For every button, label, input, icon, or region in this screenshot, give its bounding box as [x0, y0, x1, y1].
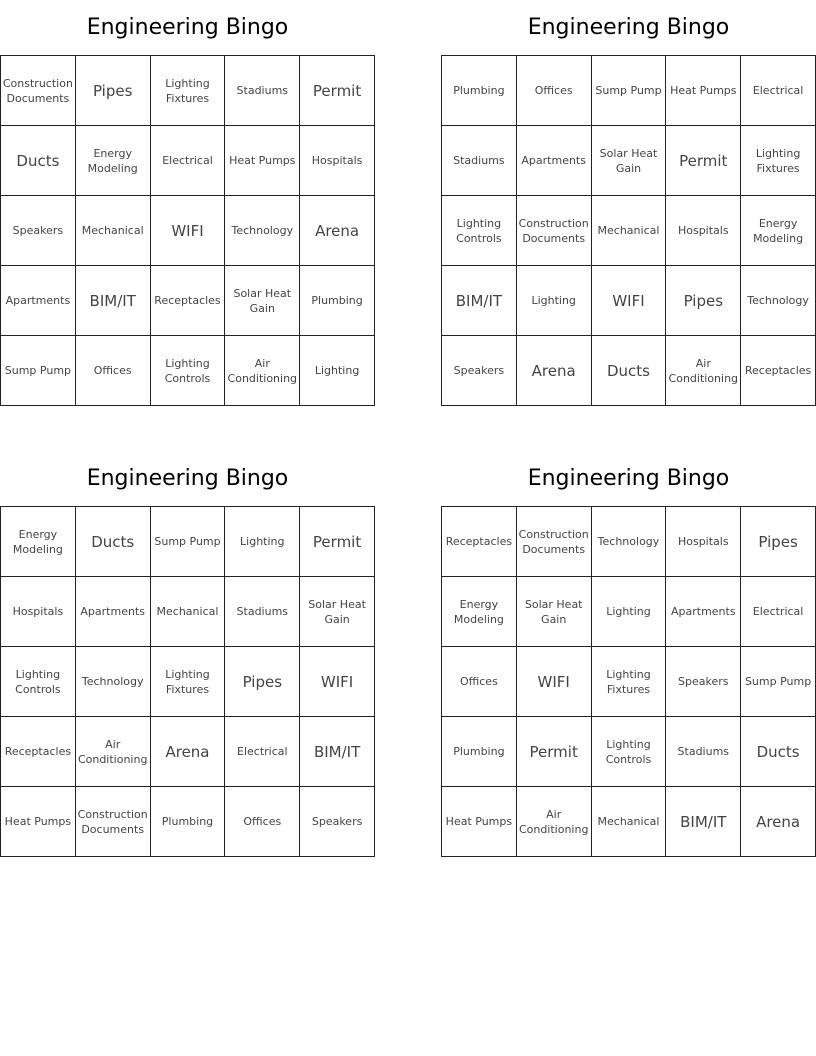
bingo-cell[interactable]: Solar Heat Gain — [300, 577, 375, 647]
bingo-cell[interactable]: Lighting Fixtures — [151, 647, 226, 717]
bingo-cell[interactable]: BIM/IT — [300, 717, 375, 787]
bingo-cell[interactable]: Technology — [225, 196, 300, 266]
bingo-cell[interactable]: Lighting Controls — [151, 336, 226, 406]
bingo-cell[interactable]: Electrical — [741, 56, 816, 126]
bingo-cell[interactable]: Electrical — [741, 577, 816, 647]
bingo-cell[interactable]: Energy Modeling — [741, 196, 816, 266]
bingo-cell[interactable]: Speakers — [442, 336, 517, 406]
bingo-cell[interactable]: Electrical — [151, 126, 226, 196]
bingo-cell[interactable]: Solar Heat Gain — [225, 266, 300, 336]
bingo-cell[interactable]: Lighting — [592, 577, 667, 647]
card-title: Engineering Bingo — [86, 15, 289, 40]
bingo-cell[interactable]: Mechanical — [592, 196, 667, 266]
bingo-cell[interactable]: Hospitals — [1, 577, 76, 647]
bingo-cell[interactable]: Permit — [300, 507, 375, 577]
bingo-cell[interactable]: BIM/IT — [76, 266, 151, 336]
bingo-cell[interactable]: Arena — [300, 196, 375, 266]
bingo-cell[interactable]: Sump Pump — [741, 647, 816, 717]
bingo-grid — [441, 55, 816, 406]
bingo-grid — [0, 55, 375, 406]
bingo-cell[interactable]: Air Conditioning — [517, 787, 592, 857]
bingo-cell[interactable]: WIFI — [592, 266, 667, 336]
bingo-cell[interactable]: Stadiums — [225, 56, 300, 126]
bingo-card-4 — [441, 451, 816, 857]
bingo-cell[interactable]: Pipes — [225, 647, 300, 717]
bingo-cell[interactable]: Hospitals — [300, 126, 375, 196]
bingo-cell[interactable]: Heat Pumps — [666, 56, 741, 126]
bingo-cell[interactable]: Ducts — [592, 336, 667, 406]
bingo-cell[interactable]: Lighting — [517, 266, 592, 336]
bingo-cell[interactable]: BIM/IT — [666, 787, 741, 857]
bingo-card-1 — [0, 0, 375, 406]
bingo-cell[interactable]: Lighting Fixtures — [592, 647, 667, 717]
bingo-cell[interactable]: Technology — [76, 647, 151, 717]
bingo-cell[interactable]: Offices — [225, 787, 300, 857]
bingo-cell[interactable]: Stadiums — [666, 717, 741, 787]
bingo-cell[interactable]: Mechanical — [76, 196, 151, 266]
bingo-cell[interactable]: Air Conditioning — [76, 717, 151, 787]
bingo-cell[interactable]: Construction Documents — [517, 507, 592, 577]
bingo-grid — [441, 506, 816, 857]
bingo-cell[interactable]: Sump Pump — [1, 336, 76, 406]
bingo-cell[interactable]: Energy Modeling — [1, 507, 76, 577]
bingo-cell[interactable]: Construction Documents — [1, 56, 76, 126]
bingo-cell[interactable]: Hospitals — [666, 507, 741, 577]
bingo-cell[interactable]: Apartments — [76, 577, 151, 647]
bingo-cell[interactable]: Apartments — [1, 266, 76, 336]
bingo-cell[interactable]: Lighting Controls — [1, 647, 76, 717]
bingo-cell[interactable]: Air Conditioning — [225, 336, 300, 406]
bingo-cell[interactable]: Lighting Fixtures — [741, 126, 816, 196]
bingo-card-2 — [441, 0, 816, 406]
bingo-cell[interactable]: Lighting Controls — [592, 717, 667, 787]
bingo-cell[interactable]: WIFI — [300, 647, 375, 717]
bingo-cell[interactable]: Speakers — [300, 787, 375, 857]
bingo-cell[interactable]: Heat Pumps — [442, 787, 517, 857]
bingo-cell[interactable]: Construction Documents — [76, 787, 151, 857]
bingo-cell[interactable]: Speakers — [666, 647, 741, 717]
bingo-cell[interactable]: Sump Pump — [151, 507, 226, 577]
bingo-cell[interactable]: Ducts — [76, 507, 151, 577]
bingo-cell[interactable]: Stadiums — [442, 126, 517, 196]
bingo-cell[interactable]: Technology — [741, 266, 816, 336]
bingo-cell[interactable]: Plumbing — [300, 266, 375, 336]
bingo-cell[interactable]: Lighting Controls — [442, 196, 517, 266]
bingo-cell[interactable]: Offices — [442, 647, 517, 717]
bingo-cell[interactable]: Lighting Fixtures — [151, 56, 226, 126]
bingo-cell[interactable]: Heat Pumps — [225, 126, 300, 196]
bingo-cell[interactable]: Offices — [517, 56, 592, 126]
bingo-cell[interactable]: Receptacles — [741, 336, 816, 406]
bingo-cell[interactable]: Arena — [517, 336, 592, 406]
bingo-grid — [0, 506, 375, 857]
bingo-cell[interactable]: Plumbing — [151, 787, 226, 857]
bingo-cell[interactable]: Electrical — [225, 717, 300, 787]
bingo-cell[interactable]: Lighting — [225, 507, 300, 577]
bingo-cell[interactable]: Apartments — [517, 126, 592, 196]
bingo-cell[interactable]: Solar Heat Gain — [592, 126, 667, 196]
bingo-cell[interactable]: Speakers — [1, 196, 76, 266]
bingo-cell[interactable]: Ducts — [741, 717, 816, 787]
bingo-cell[interactable]: Permit — [300, 56, 375, 126]
bingo-cell[interactable]: Permit — [517, 717, 592, 787]
bingo-cell[interactable]: Hospitals — [666, 196, 741, 266]
bingo-cell[interactable]: Solar Heat Gain — [517, 577, 592, 647]
bingo-cell[interactable]: Heat Pumps — [1, 787, 76, 857]
bingo-cell[interactable]: Construction Documents — [517, 196, 592, 266]
bingo-cell[interactable]: Air Conditioning — [666, 336, 741, 406]
bingo-cell[interactable]: WIFI — [517, 647, 592, 717]
bingo-cell[interactable]: Receptacles — [151, 266, 226, 336]
bingo-cell[interactable]: Pipes — [741, 507, 816, 577]
bingo-cell[interactable]: Energy Modeling — [76, 126, 151, 196]
bingo-cell[interactable]: Receptacles — [442, 507, 517, 577]
bingo-cell[interactable]: Pipes — [76, 56, 151, 126]
bingo-cell[interactable]: Lighting — [300, 336, 375, 406]
card-title: Engineering Bingo — [527, 466, 730, 491]
bingo-cell[interactable]: Energy Modeling — [442, 577, 517, 647]
bingo-cell[interactable]: Pipes — [666, 266, 741, 336]
card-title: Engineering Bingo — [86, 466, 289, 491]
bingo-cell[interactable]: Plumbing — [442, 56, 517, 126]
bingo-cell[interactable]: Mechanical — [592, 787, 667, 857]
bingo-card-3 — [0, 451, 375, 857]
bingo-cell[interactable]: Mechanical — [151, 577, 226, 647]
card-title: Engineering Bingo — [527, 15, 730, 40]
bingo-cell[interactable]: Arena — [741, 787, 816, 857]
bingo-cell[interactable]: Sump Pump — [592, 56, 667, 126]
bingo-cell[interactable]: Ducts — [1, 126, 76, 196]
bingo-cell[interactable]: WIFI — [151, 196, 226, 266]
bingo-cell[interactable]: Arena — [151, 717, 226, 787]
bingo-cell[interactable]: Receptacles — [1, 717, 76, 787]
bingo-cell[interactable]: Permit — [666, 126, 741, 196]
bingo-cell[interactable]: Stadiums — [225, 577, 300, 647]
bingo-cell[interactable]: Plumbing — [442, 717, 517, 787]
bingo-cell[interactable]: Technology — [592, 507, 667, 577]
bingo-cell[interactable]: Offices — [76, 336, 151, 406]
bingo-cell[interactable]: Apartments — [666, 577, 741, 647]
bingo-cell[interactable]: BIM/IT — [442, 266, 517, 336]
